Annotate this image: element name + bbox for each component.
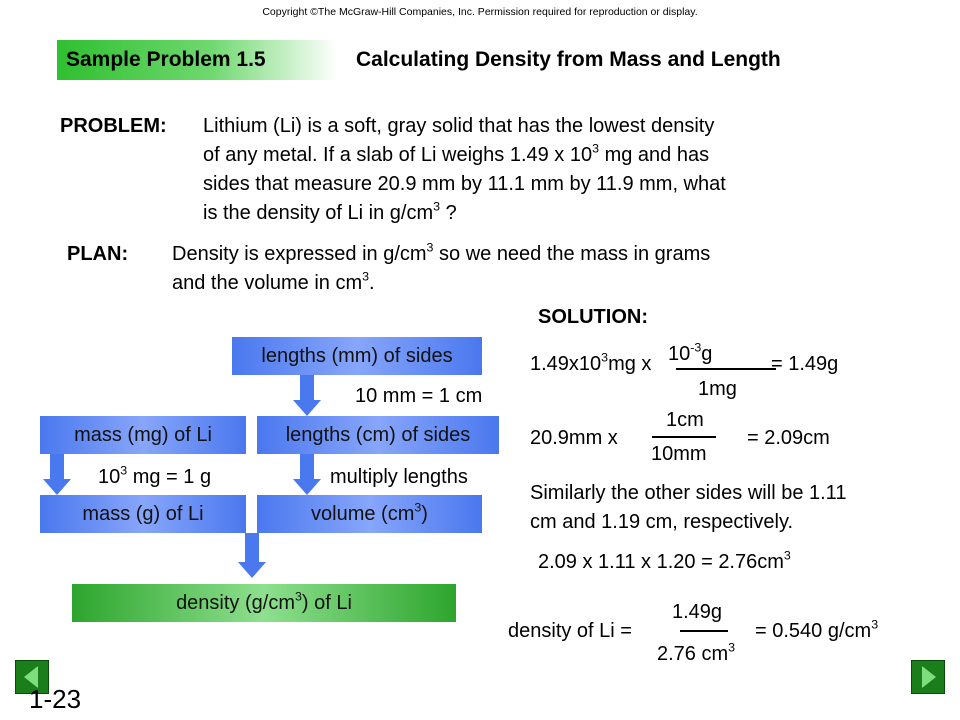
fraction-line: [680, 630, 728, 632]
density-denominator: 2.76 $cm^3$: [657, 640, 736, 665]
plan-line: and the volume in $cm^3$.: [172, 269, 375, 294]
arrow-down: [245, 533, 259, 563]
length-conversion-numerator: 1cm: [666, 409, 704, 431]
page-title: Calculating Density from Mass and Length: [356, 48, 781, 71]
volume-calculation: 2.09 x 1.11 x $1.20 = 2.76cm^3$: [538, 548, 791, 573]
sample-problem-banner: [57, 40, 337, 80]
problem-line: Lithium (Li) is a soft, gray solid that has the lowest density: [203, 115, 715, 137]
sample-problem-label: Sample Problem 1.5: [66, 48, 266, 71]
similarly-line: Similarly the other sides will be 1.11: [530, 482, 847, 504]
box-mass-g: mass (g) of Li: [40, 495, 246, 533]
arrow-down-icon: [293, 479, 321, 495]
next-slide-arrow-icon: [922, 666, 936, 688]
similarly-text: [530, 479, 940, 537]
problem-line: is the density of Li in $g/cm^3$ ?: [203, 199, 457, 224]
slide-number: 1-23: [29, 684, 82, 714]
length-conversion-result: = 2.09cm: [747, 427, 830, 449]
density-numerator: 1.49g: [672, 601, 723, 623]
problem-line: of any metal. If a slab of Li weighs 1.49 x $10^3$ mg and has: [203, 141, 710, 166]
density-lhs: density of Li =: [508, 620, 632, 642]
multiply-lengths-label: multiply lengths: [330, 466, 468, 488]
box-volume: volume $(cm^3)$: [257, 495, 482, 533]
length-conversion-denominator: 10mm: [651, 443, 707, 465]
fraction-line: [652, 436, 716, 438]
copyright-notice: Copyright ©The McGraw-Hill Companies, Inc. Permission required for reproduction or display.: [262, 6, 698, 18]
conversion-mm-cm: 10 mm = 1 cm: [355, 385, 483, 407]
arrow-down-icon: [238, 562, 266, 578]
arrow-down-icon: [293, 400, 321, 416]
plan-line: Density is expressed in $g/cm^3$ so we need the mass in grams: [172, 240, 711, 265]
arrow-down: [50, 454, 64, 480]
plan-label: PLAN:: [67, 243, 129, 265]
next-slide-button[interactable]: [911, 660, 945, 694]
box-density: density $(g/cm^3)$ of Li: [72, 584, 456, 622]
solution-label: SOLUTION:: [538, 306, 648, 328]
mass-conversion-denominator: 1mg: [698, 378, 737, 400]
mass-conversion-result: = 1.49g: [771, 353, 839, 375]
box-lengths-cm: lengths (cm) of sides: [257, 416, 499, 454]
problem-label: PROBLEM:: [60, 115, 167, 137]
arrow-down: [300, 454, 314, 480]
box-mass-mg: mass (mg) of Li: [40, 416, 246, 454]
fraction-line: [676, 368, 776, 370]
problem-text: [203, 112, 843, 228]
mass-conversion-lhs: $1.49x10^3mg$ x: [530, 350, 652, 375]
arrow-down: [300, 375, 314, 401]
similarly-line: cm and 1.19 cm, respectively.: [530, 511, 794, 533]
length-conversion-lhs: 20.9mm x: [530, 427, 618, 449]
mass-conversion-numerator: $10^{-3}g$: [668, 340, 713, 365]
problem-line: sides that measure 20.9 mm by 11.1 mm by 11.9 mm, what: [203, 173, 726, 195]
density-result: = 0.540 $g/cm^3$: [755, 617, 879, 642]
box-lengths-mm: lengths (mm) of sides: [232, 337, 482, 375]
conversion-mg-g: $10^3$ mg = 1 g: [98, 463, 212, 488]
arrow-down-icon: [43, 479, 71, 495]
plan-text: [172, 240, 832, 298]
